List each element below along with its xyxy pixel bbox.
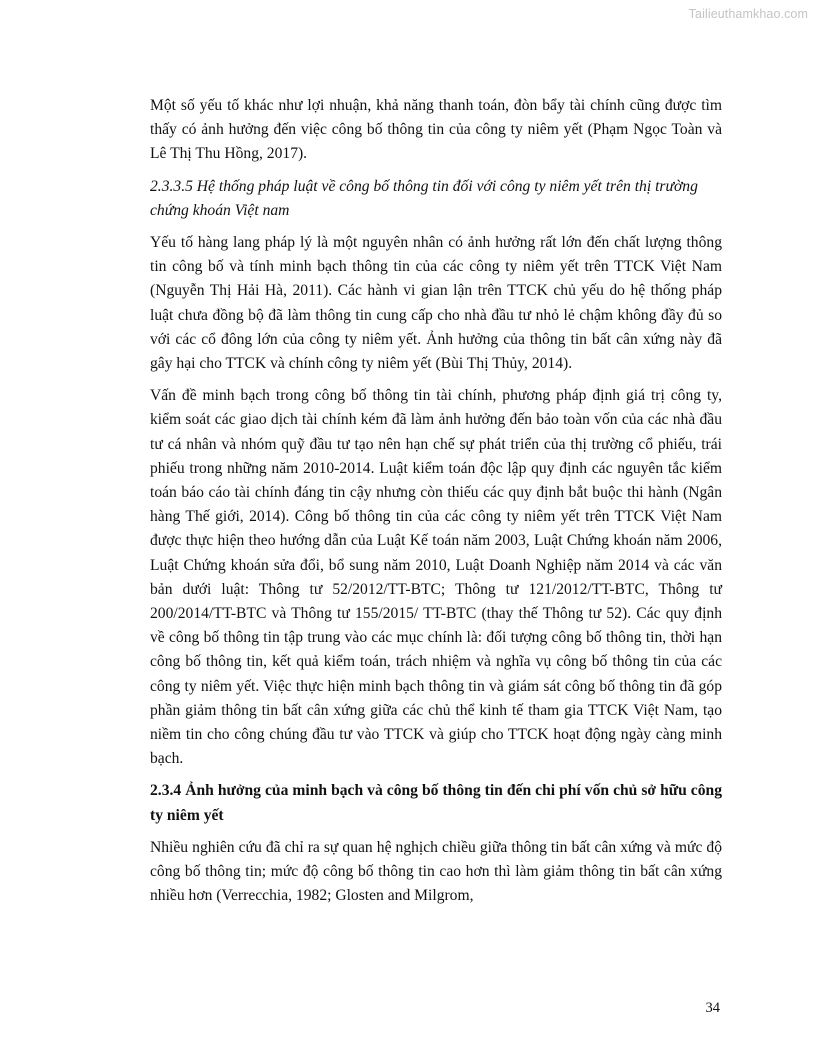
paragraph-transparency: Vấn đề minh bạch trong công bố thông tin tài chính, phương pháp định giá trị công ty, kiểm soát các giao dịch tài chính kém đã làm ảnh hưởng đến bảo toàn vốn của các nhà đầu tư cá nhân và nhóm quỹ đầu tư tạo nên hạn chế sự phát triển của thị trường cổ phiếu, trái phiếu trong những năm 2010-2014. Luật kiểm toán độc lập quy định các nguyên tắc kiểm toán báo cáo tài chính đáng tin cậy nhưng còn thiếu các quy định bắt buộc thi hành (Ngân hàng Thế giới, 2014). Công bố thông tin của các công ty niêm yết trên TTCK Việt Nam được thực hiện theo hướng dẫn của Luật Kế toán năm 2003, Luật Chứng khoán năm 2006, Luật Chứng khoán sửa đổi, bổ sung năm 2010, Luật Doanh Nghiệp năm 2014 và các văn bản dưới luật: Thông tư 52/2012/TT-BTC; Thông tư 121/2012/TT-BTC, Thông tư 200/2014/TT-BTC và Thông tư 155/2015/ TT-BTC (thay thế Thông tư 52). Các quy định về công bố thông tin tập trung vào các mục chính là: đối tượng công bố thông tin, thời hạn công bố thông tin, kết quả kiểm toán, trách nhiệm và nghĩa vụ công bố thông tin của các công ty niêm yết. Việc thực hiện minh bạch thông tin và giám sát công bố thông tin đã góp phần giảm thông tin bất cân xứng giữa các chủ thể kinh tế tham gia TTCK Việt Nam, tạo niềm tin cho công chúng đầu tư vào TTCK và giúp cho TTCK hoạt động ngày càng minh bạch. xyxy=(150,387,722,768)
section-heading-2-3-4: 2.3.4 Ảnh hưởng của minh bạch và công bố thông tin đến chi phí vốn chủ sở hữu công ty niêm yết xyxy=(150,782,722,824)
section-heading-2-3-3-5: 2.3.3.5 Hệ thống pháp luật về công bố thông tin đối với công ty niêm yết trên thị trường chứng khoán Việt nam xyxy=(150,177,698,219)
body-text xyxy=(150,94,722,917)
page-number: 34 xyxy=(705,1000,720,1016)
paragraph-intro: Một số yếu tố khác như lợi nhuận, khả năng thanh toán, đòn bẩy tài chính cũng được tìm thấy có ảnh hưởng đến việc công bố thông tin của công ty niêm yết (Phạm Ngọc Toàn và Lê Thị Thu Hồng, 2017). xyxy=(150,97,722,163)
paragraph-asymmetry: Nhiều nghiên cứu đã chỉ ra sự quan hệ nghịch chiều giữa thông tin bất cân xứng và mức độ công bố thông tin; mức độ công bố thông tin cao hơn thì làm giảm thông tin bất cân xứng nhiều hơn (Verrecchia, 1982; Glosten and Milgrom, xyxy=(150,838,722,905)
paragraph-legal-framework: Yếu tố hàng lang pháp lý là một nguyên nhân có ảnh hưởng rất lớn đến chất lượng thông tin công bố và tính minh bạch thông tin của các công ty niêm yết trên TTCK Việt Nam (Nguyễn Thị Hải Hà, 2011). Các hành vi gian lận trên TTCK chủ yếu do hệ thống pháp luật chưa đồng bộ đã làm thông tin cung cấp cho nhà đầu tư nhỏ lẻ chậm không đầy đủ so với các cổ đông lớn của công ty niêm yết. Ảnh hưởng của thông tin bất cân xứng này đã gây hại cho TTCK và chính công ty niêm yết (Bùi Thị Thủy, 2014). xyxy=(150,234,722,373)
watermark: Tailieuthamkhao.com xyxy=(688,7,808,21)
